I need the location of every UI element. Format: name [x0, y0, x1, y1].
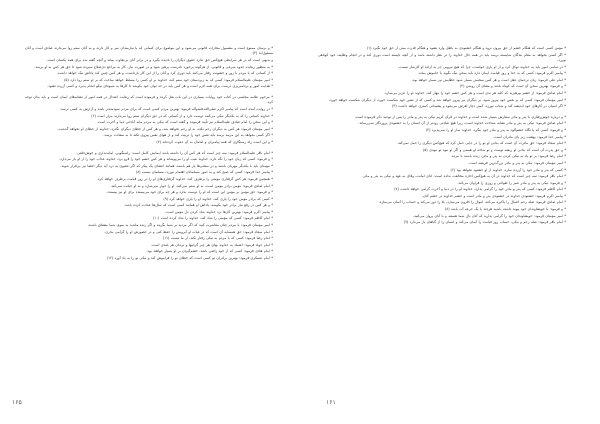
paragraph: * به منظور رعایت حدود شرعی و قانونی، از هرگونه برخورد نادرست پرهیز شود و در صورت نیاز، کار به مراجع ذی‌صلاح سپرده شود تا حق هر کس به او برسد. — [34, 64, 273, 69]
paragraph: * کسی که پدر و مادر خود را آزرده سازد، خداوند از او خشنود نخواهد بود (۶) — [450, 167, 566, 172]
paragraph: * و فرمود: با خویشاوندان خود پیوند داشته باشید هرچند با یک جرعه آب باشد (۸) — [444, 207, 566, 212]
paragraph: * امام رضا فرمود: کسی که با مردم به نیکی رفتار نکند، از ما نیست (۱۱) — [162, 236, 273, 241]
paragraph: * کسی که برادر مؤمن خود را یاری کند، خداوند او را یاری خواهد کرد (۹) — [163, 196, 273, 201]
paragraph: و بدیهی است که در هر شرایطی هیچ‌کس حق ندارد حقوق دیگران را نادیده بگیرد و در برابر آنان بی‌تفاوت بماند و آنچه گفته شد برای همه یکسان است. — [46, 58, 273, 62]
paragraph: * امام هادی فرمود: کسی که از خود راضی باشد، خشم‌گیران بر او بسیار خواهند بود. — [146, 249, 273, 254]
paragraph: * و این است راه رستگاری که همه پیامبران و امامان به آن دعوت کرده‌اند (۷) — [156, 139, 273, 144]
paragraph: * از کسانی که با مردم با زور و خشونت رفتار می‌کنند باید دوری کرد و آنان را از این کار بازداشت، و هر کس چنین کند پاداش نیک خواهد داشت. — [56, 71, 273, 76]
paragraph: * امام کاظم فرمود: کسی که مؤمنی را شاد کند، خداوند را شاد کرده است (۱۰) — [152, 216, 273, 221]
paragraph: * خداوند کسانی را که به یکدیگر نیکی می‌کنند دوست دارد و از کسانی که در حق دیگران ستم روا می‌دارند بیزار است (۶) — [91, 113, 273, 118]
paragraph: * امام سجاد فرمود: حق مادرت آن است که بدانی او تو را در جایی حمل کرد که هیچ‌کس دیگری را حمل نمی‌کند. — [397, 141, 566, 146]
paragraph: * امام جواد فرمود: اعتماد به خداوند بهای هر چیز گرانبها و نردبان هر بلندی است. — [151, 242, 273, 247]
paragraph: * امام عسکری فرمود: بهترین برادران تو کسی است که خطای تو را فراموش کند و نیکی تو را به یاد آورد (۱۲) — [106, 256, 273, 261]
right-block-1 — [318, 46, 566, 110]
paragraph: * امیر مؤمنان علیه‌السلام فرمود: کسی که به زیردستان خود ستم کند، خداوند بر او کسی را مسلط خواهد ساخت که بر او ستم روا دارد (۵) — [64, 77, 273, 82]
paragraph: * و فرمود: بهترین سخن آن است که کوتاه باشد و معنای آن روشن (۲) — [459, 84, 566, 89]
paragraph: * امام رضا فرمود: بر تو باد به نیکی کردن به پدر و مادر، زنده باشند یا مرده. — [450, 154, 566, 159]
paragraph: * هدایت امور و برنامه‌ریزی درست برای همه لازم است و هر کس باید در حد توان خود بکوشد تا کارها به شیوه‌ای نیکو انجام پذیرد و کسی آزرده نشود. — [47, 84, 273, 89]
paragraph: * و برسان ممنوع است و مشمول مجازات قانونی می‌شود و این موضوع برای کسانی که با نیازمندان سر و کار دارند و به آنان ستم روا می‌دارند صادق است و آنان مسئول‌اند (۴) — [25, 46, 273, 56]
left-page — [25, 46, 273, 376]
paragraph: * پیامبر اکرم فرمود: کسی که به خدا و روز قیامت ایمان دارد باید سخن نیک بگوید یا خاموش بماند. — [417, 71, 566, 76]
right-block-2 — [318, 115, 566, 226]
paragraph: * امام علی فرمود: زبان ترجمان عقل است و هر کس سخنش بسیار شود خطایش نیز بسیار خواهد بود. — [411, 77, 566, 82]
paragraph: * اگر کسی بخواهد به مقام بندگان شایسته برسد باید در همه حال خداوند را در نظر داشته باشد و از آنچه ناپسند است دوری کند و در انجام وظایف خود کوتاهی نورزد. — [318, 52, 566, 62]
paragraph: * امیر مؤمنان فرمود: هر کس به دیگران رحم نکند، به او رحم نخواهد شد، و هر کس از خطای دیگران نگذرد، خداوند از خطای او نخواهد گذشت. — [57, 126, 273, 131]
paragraph: * امام صادق فرمود: مؤمن برادر مؤمن است، به او ستم نمی‌کند، او را خوار نمی‌سازد و به او خیانت نمی‌کند. — [110, 183, 273, 188]
paragraph: * امام سجاد فرمود: حق همسایه آن است که در غیاب او آبرویش را حفظ کنی و در حضورش او را گرامی بداری. — [104, 229, 273, 234]
paragraph: * پیامبر اکرم فرمود: بهترین کارها نزد خداوند شاد کردن دل مؤمن است. — [165, 209, 273, 214]
paragraph: * و حق پدرت آن است که بدانی او ریشه توست و تو شاخه او هستی و اگر او نبود تو نبودی (۵) — [423, 147, 566, 152]
paragraph: * و فرمود: حق مؤمن بر مؤمن این است که او را دوست بدارد و هر چه برای خود می‌پسندد برای او نیز بپسندد. — [106, 190, 273, 195]
paragraph: * امیر مؤمنان فرمود: خویشاوندان خود را گرامی بدارید که آنان بال شما هستند و با آنان پرواز می‌کنید. — [412, 213, 566, 218]
left-block-3 — [25, 151, 273, 262]
paragraph: * و فرمود: نیکی به پدر و مادر عمر را طولانی و روزی را فراوان می‌کند. — [457, 180, 566, 185]
paragraph: * پیامبر اکرم فرمود: خشنودی خداوند در خشنودی پدر و مادر است و خشم خداوند در خشم آنان. — [421, 193, 566, 198]
paragraph: * مؤمنان باید با یکدیگر مهربان باشند و در سختی‌ها یار هم باشند، همانند اعضای یک پیکر که اگر عضوی به درد آید دیگر اعضا نیز بی‌قرار شوند. — [60, 163, 273, 168]
right-page — [318, 46, 566, 376]
paragraph: * اگر انسان در کارهای خود اندیشه کند و شتاب نورزد، کمتر دچار لغزش می‌شود و پشیمانی کمتری خواهد داشت (۳) — [392, 104, 566, 109]
left-block-2 — [25, 95, 273, 145]
paragraph: * امیر مؤمنان فرمود: نیکی به پدر و مادر بزرگ‌ترین فریضه است. — [468, 160, 566, 165]
left-block-1 — [25, 46, 273, 90]
paragraph: * امام صادق فرمود: صله رحم اعمال را پاکیزه می‌کند، اموال را افزون می‌سازد، بلا را دور می‌کند و حساب را آسان می‌سازد. — [378, 200, 566, 205]
paragraph: * اگر کسی بخواهد به این مرتبه برسد باید نفس خود را تربیت کند و از هوای نفس پیروی نکند تا به سعادت برسد. — [103, 133, 273, 138]
paragraph: * و هر کس در رفع نیاز برادر خود بکوشد، پاداش او همانند کسی است که سال‌ها عبادت کرده باشد. — [123, 203, 273, 208]
page-number-right: ۱۶۱ — [326, 399, 336, 406]
paragraph: * پیامبر خدا فرمود: بهشت زیر پای مادران است. — [493, 134, 566, 139]
page-number-left: ۱۶۵ — [12, 399, 22, 406]
paragraph: * در روایت آمده است که پیامبر اکرم صلی‌الله‌علیه‌وآله فرمود: بهترین مردم کسی است که برای مردم سودمندتر باشد و آزارش به کسی نرسد. — [59, 106, 273, 111]
paragraph: * امام باقر فرمود: صله رحم و نیکی، حساب روز قیامت را آسان می‌کند و انسان را از گناهان باز می‌دارد (۹) — [403, 220, 566, 225]
paragraph: * امام کاظم فرمود: کسی که پدر و مادر خود را گرامی بدارد، خداوند او را در دنیا و آخرت گرامی خواهد داشت (۷) — [394, 187, 566, 192]
paragraph: * پیامبر خدا فرمود: کسی که صبح کند و به امور مسلمانان اهتمام نورزد، مسلمان نیست (۸) — [135, 170, 273, 175]
paragraph: * امیر مؤمنان فرمود: کسی که بر نفس خود پیروز شود، بر دیگران نیز پیروز خواهد شد و کسی که از نفس خود شکست خورد، از دیگران شکست خواهد خورد. — [328, 97, 566, 102]
paragraph: * در تمامی امور باید به خداوند توکل کرد و از او یاری خواست، چرا که هیچ نیرویی جز به اراده او کارساز نیست. — [398, 64, 566, 69]
paragraph: * امام باقر علیه‌السلام فرمود: سه چیز است که هر کس آن را داشته باشد ایمانش کامل است: راستگویی، امانت‌داری و خوش‌خلقی. — [76, 150, 273, 155]
paragraph: * مؤمن کسی است که هنگام خشم از حق بیرون نرود و هنگام خشنودی به باطل وارد نشود و هنگام قدرت بیش از حق خود نگیرد (۱) — [366, 46, 566, 50]
paragraph: * امام باقر فرمود: سه چیز است که خداوند در آن به هیچ‌کس اجازه مخالفت نداده است: ادای امانت، وفای به عهد و نیکی به پدر و مادر. — [362, 174, 566, 179]
paragraph: * و درباره خوش‌رفتاری با پدر و مادر سفارش بسیار شده است و خداوند در قرآن کریم نیکی به پدر و مادر را پس از توحید ذکر فرموده است. — [354, 114, 566, 119]
paragraph: * و این سخن را امام صادق علیه‌السلام نیز تأیید فرموده و گفته است که نیکی به مردم مایه آبادانی دنیا و آخرت است. — [96, 120, 273, 125]
paragraph: * امام صادق فرمود: از خشم بپرهیزید که کلید هر بدی است و هر کس خشم خود را مهار کند، خداوند او را عزیز می‌سازد. — [383, 90, 566, 95]
paragraph: * و فرمود: کسی که زبان خود را نگه دارد، خداوند عیب او را می‌پوشاند و هر کس خشم خود را فرو برد، خداوند عذاب خود را از او باز می‌دارد. — [59, 157, 273, 162]
paragraph: * همچنین فرمود: هر کس گرفتاری مؤمنی را برطرف کند، خداوند گرفتاری‌های او را در روز قیامت برطرف خواهد کرد. — [96, 176, 273, 181]
paragraph: * امام صادق فرمود: نیکی به پدر و مادر نشانه شناخت خداوند است، زیرا هیچ عبادتی زودتر از آن انسان را به خشنودی پروردگار نمی‌رساند. — [358, 121, 566, 126]
paragraph: * و فرمود: کسی که با نگاه خشم‌آلود به پدر و مادر خود بنگرد، خداوند نماز او را نمی‌پذیرد (۴) — [425, 127, 566, 132]
paragraph: * امیر مؤمنان فرمود: با مردم چنان معاشرت کنید که اگر مردید بر شما بگریند و اگر زنده ماندید به سوی شما مشتاق باشند. — [87, 223, 273, 228]
paragraph: * مرحوم علامه مجلسی در کتاب خود روایات بسیاری در این باب نقل کرده و فرموده است که رعایت اعتدال در همه امور از نشانه‌های ایمان است و باید بدان توجه کرد. — [25, 94, 273, 105]
